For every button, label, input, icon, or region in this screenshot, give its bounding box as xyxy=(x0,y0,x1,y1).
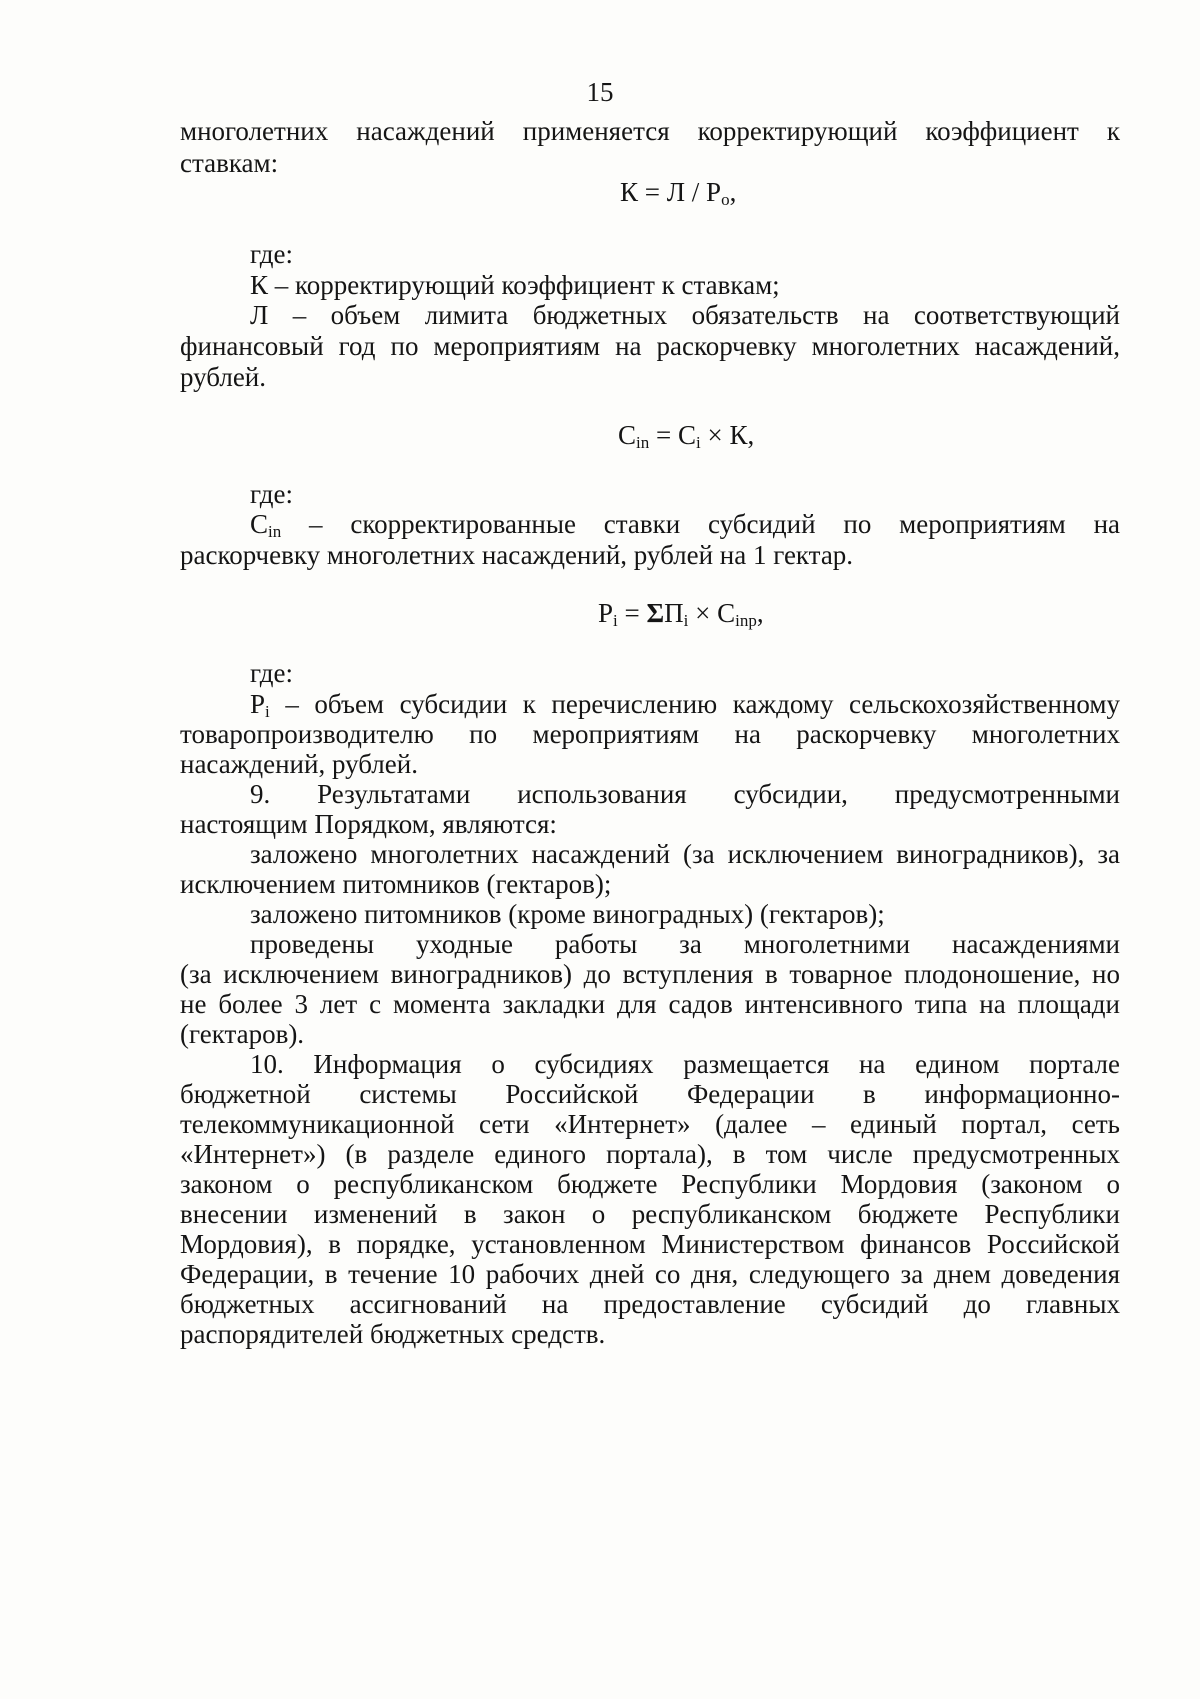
text-line: товаропроизводителю по мероприятиям на раскорчевку многолетних xyxy=(180,719,1120,749)
text-line: ставкам: xyxy=(180,148,279,178)
page-number: 15 xyxy=(586,77,614,107)
text-line: где: xyxy=(250,479,293,509)
text-line: проведены уходные работы за многолетними насаждениями xyxy=(250,929,1120,959)
text-line: внесении изменений в закон о республиканском бюджете Республики xyxy=(180,1199,1120,1229)
text-line: многолетних насаждений применяется корректирующий коэффициент к xyxy=(180,116,1120,146)
text-line: бюджетной системы Российской Федерации в информационно- xyxy=(180,1079,1120,1109)
text-line: (за исключением виноградников) до вступления в товарное плодоношение, но xyxy=(180,959,1120,989)
formula-cin: $С_{in} = С_i \times К$, xyxy=(618,420,755,452)
text-line: раскорчевку многолетних насаждений, рублей на 1 гектар. xyxy=(180,540,854,570)
text-line: бюджетных ассигнований на предоставление субсидий до главных xyxy=(180,1289,1120,1319)
text-line: К – корректирующий коэффициент к ставкам; xyxy=(250,270,780,300)
text-line: где: xyxy=(250,658,293,688)
text-line: $С_{in}$ – скорректированные ставки субсидий по мероприятиям на xyxy=(250,509,1120,541)
text-line: Федерации, в течение 10 рабочих дней со дня, следующего за днем доведения xyxy=(180,1259,1120,1289)
formula-k: $К = Л / Р_о$, xyxy=(620,177,737,209)
text-line: не более 3 лет с момента закладки для садов интенсивного типа на площади xyxy=(180,989,1120,1019)
text-line: насаждений, рублей. xyxy=(180,749,418,779)
text-line: заложено многолетних насаждений (за исключением виноградников), за xyxy=(250,839,1120,869)
text-line: 10. Информация о субсидиях размещается на едином портале xyxy=(250,1049,1120,1079)
text-line: 9. Результатами использования субсидии, предусмотренными xyxy=(250,779,1120,809)
text-line: Мордовия), в порядке, установленном Министерством финансов Российской xyxy=(180,1229,1120,1259)
text-line: (гектаров). xyxy=(180,1019,305,1049)
text-line: исключением питомников (гектаров); xyxy=(180,869,612,899)
text-line: Л – объем лимита бюджетных обязательств на соответствующий xyxy=(250,300,1120,330)
text-line: законом о республиканском бюджете Республики Мордовия (законом о xyxy=(180,1169,1120,1199)
text-line: где: xyxy=(250,239,293,269)
text-line: настоящим Порядком, являются: xyxy=(180,809,557,839)
text-line: заложено питомников (кроме виноградных) (гектаров); xyxy=(250,899,885,929)
text-line: «Интернет») (в разделе единого портала), в том числе предусмотренных xyxy=(180,1139,1120,1169)
text-line: телекоммуникационной сети «Интернет» (далее – единый портал, сеть xyxy=(180,1109,1120,1139)
formula-pi: $Р_i = \Sigma П_i \times С_{inр}$, xyxy=(598,598,764,630)
text-line: $Р_i$ – объем субсидии к перечислению каждому сельскохозяйственному xyxy=(250,689,1120,721)
text-line: финансовый год по мероприятиям на раскорчевку многолетних насаждений, xyxy=(180,331,1120,361)
text-line: рублей. xyxy=(180,362,267,392)
text-line: распорядителей бюджетных средств. xyxy=(180,1319,606,1349)
